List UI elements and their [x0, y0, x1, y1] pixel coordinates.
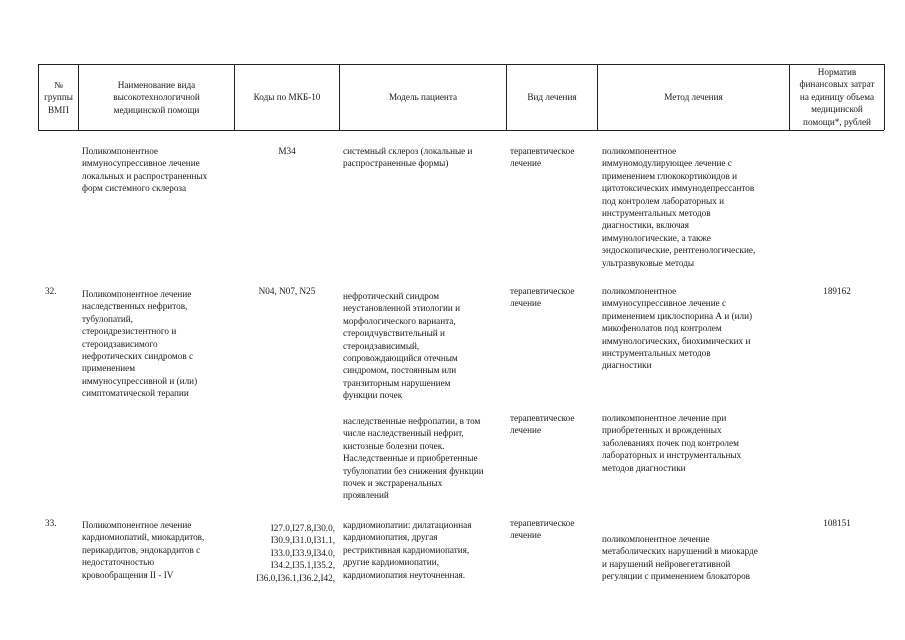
col-divider — [884, 64, 885, 130]
row-33-codes: I27.0,I27.8,I30.0, I30.9,I31.0,I31.1, I33.0,I33.9,I34.0, I34.2,I35.1,I35.2, I36.0,I36.1,I36.2,I42, — [256, 523, 335, 583]
row-33-number: 33. — [45, 518, 57, 528]
row-33-name: Поликомпонентное лечение кардиомиопатий, миокардитов, перикардитов, эндокардитов с недостаточностью кровообращения II - IV — [82, 520, 205, 580]
row-33-cost-norm: 108151 — [823, 518, 851, 528]
header-bottom-border — [38, 130, 884, 131]
header-treatment-method: Метод лечения — [664, 92, 723, 102]
row-1-model: системный склероз (локальные и распространенные формы) — [343, 146, 473, 169]
row-32-model: нефротический синдром неустановленной этиологии и морфологического варианта, стероидчувствительный и стероидзависимый, сопровождающийся отечным синдромом, постоянным или транзиторным нарушением функции почек — [343, 291, 461, 401]
row-32b-method: поликомпонентное лечение при приобретенных и врожденных заболеваниях почек под контролем лабораторных и инструментальных методов диагностики — [602, 413, 742, 473]
row-33-model: кардиомиопатии: дилатационная кардиомиопатия, другая рестриктивная кардиомиопатия, другие кардиомиопатии, кардиомиопатия неуточненная. — [343, 520, 472, 580]
row-32-number: 32. — [45, 286, 57, 296]
header-patient-model: Модель пациента — [388, 92, 458, 102]
row-1-name: Поликомпонентное иммуносупрессивное лечение локальных и распространенных форм системного склероза — [82, 146, 208, 194]
row-1-method: поликомпонентное иммуномодулирующее лечение с применением глюкокортикоидов и цитотоксических иммунодепрессантов под контролем лабораторных и инструментальных методов диагностики, включая иммунологические, а также эндоскопические, рентгенологические, ультразвуковые методы — [602, 146, 756, 268]
row-32-method: поликомпонентное иммуносупрессивное лечение с применением циклоспорина А и (или) микофенолатов под контролем иммунологических, биохимических и инструментальных методов диагностики — [602, 286, 753, 371]
header-icd-codes: Коды по МКБ-10 — [253, 92, 321, 102]
row-1-type: терапевтическое лечение — [510, 146, 575, 169]
row-32-type: терапевтическое лечение — [510, 286, 575, 309]
header-treatment-type: Вид лечения — [527, 92, 577, 102]
row-32-name: Поликомпонентное лечение наследственных нефритов, тубулопатий, стероидрезистентного и стероидзависимого нефротических синдромов с применением иммуносупрессивной и (или) симптоматической терапии — [82, 289, 198, 399]
row-32b-type: терапевтическое лечение — [510, 413, 575, 436]
row-32b-model: наследственные нефропатии, в том числе наследственный нефрит, кистозные болезни почек. Наследственные и приобретенные тубулопатии без снижения функции почек и экстраренальных проявлений — [343, 416, 484, 501]
row-1-codes: M34 — [278, 146, 296, 156]
header-group-number: № группы ВМП — [44, 80, 73, 115]
header-cost-norm: Норматив финансовых затрат на единицу объема медицинской помощи*, рублей — [799, 67, 875, 127]
table-top-border — [38, 64, 884, 65]
row-32-cost-norm: 189162 — [823, 286, 851, 296]
row-33-method: поликомпонентное лечение метаболических нарушений в миокарде и нарушений нейровегетативной регуляции с применением блокаторов — [602, 534, 758, 582]
row-33-type: терапевтическое лечение — [510, 518, 575, 541]
row-32-codes: N04, N07, N25 — [258, 286, 316, 296]
header-care-type-name: Наименование вида высокотехнологичной медицинской помощи — [113, 80, 200, 115]
